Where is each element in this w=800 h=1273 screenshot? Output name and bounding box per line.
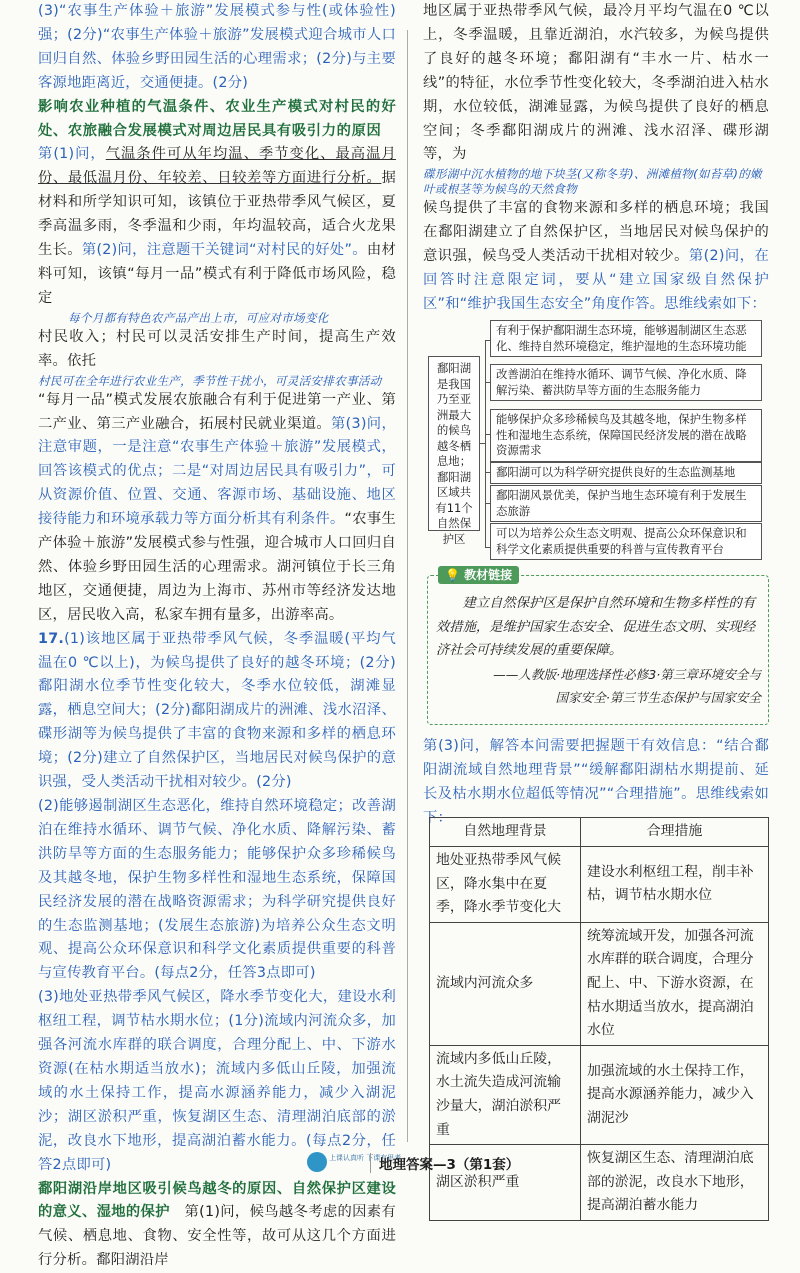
handwritten-note-2: 村民可在全年进行农业生产，季节性干扰小，可灵活安排农事活动 — [38, 374, 396, 389]
mind-map-spine — [485, 340, 486, 548]
table-cell: 流域内河流众多 — [430, 922, 581, 1045]
table-cell: 加强流域的水土保持工作，提高水源涵养能力，减少入湖泥沙 — [581, 1045, 769, 1144]
table-header-row — [430, 818, 769, 847]
analysis-paragraph-3: “每月一品”模式发展农旅融合有利于促进第一产业、第二产业、第三产业融合，拓展村民就业渠道。第(3)问，注意审题，一是注意“农事生产体验＋旅游”发展模式，回答该模式的优点；二是“对周边居民具有吸引力”，可从资源价值、位置、交通、客源市场、基础设施、地区接待能力和环境承载力等方面分析其有利条件。“农事生产体验＋旅游”发展模式参与性强，迎合城市人口回归自然、体验乡野田园生活的心理需求。湖河镇位于长三角地区，交通便捷，周边为上海市、苏州市等经济发达地区，居民收入高，私家车拥有量多，出游率高。 — [38, 389, 396, 628]
right-paragraph-3: 第(3)问，解答本问需要把握题干有效信息：“结合鄱阳湖流域自然地理背景”“缓解鄱阳湖枯水期提前、延长及枯水期水位超低等情况”“合理措施”。思维线索如下： — [423, 735, 769, 831]
analysis-heading-17: 鄱阳湖沿岸地区吸引候鸟越冬的原因、自然保护区建设的意义、湿地的保护 — [38, 1181, 396, 1221]
answer-paragraph-3: (3)“农事生产体验＋旅游”发展模式参与性(或体验性)强；(2分)“农事生产体验＋旅游”发展模式迎合城市人口回归自然、体验乡野田园生活的心理需求；(2分)与主要客源地距离近，交通便捷。(2分) — [38, 0, 396, 96]
page-footer — [0, 1150, 800, 1180]
handwritten-note-1: 每个月都有特色农产品产出上市，可应对市场变化 — [38, 311, 396, 326]
analysis-paragraph-2: 村民收入；村民可以灵活安排生产时间，提高生产效率。依托 — [38, 326, 396, 374]
table-cell: 地处亚热带季风气候区，降水集中在夏季，降水季节变化大 — [430, 847, 581, 923]
right-column — [423, 0, 769, 317]
textbook-source-line-1: ——人教版·地理选择性必修3·第三章环境安全与 — [436, 663, 761, 686]
brand-logo-text: 上课认真听 下课有思考 — [329, 1154, 401, 1162]
table-header: 合理措施 — [581, 818, 769, 847]
mind-map-node: 可以为培养公众生态文明观、提高公众环保意识和科学文化素质提供重要的科普与宣传教育平台 — [490, 523, 762, 560]
textbook-source-line-2: 国家安全·第三节生态保护与国家安全 — [436, 686, 761, 709]
analysis-paragraph-1: 影响农业种植的气温条件、农业生产模式对村民的好处、农旅融合发展模式对周边居民具有吸引力的原因 第(1)问，气温条件可从年均温、季节变化、最高温月份、最低温月份、年较差、日较差等方面进行分析。据材料和所学知识可知，该镇位于亚热带季风气候区，夏季高温多雨，冬季温和少雨，年均温较高，适合火龙果生长。第(2)问，注意题干关键词“对村民的好处”。由材料可知，该镇“每月一品”模式有利于降低市场风险，稳定 — [38, 96, 396, 311]
answer-17-part-3: (3)地处亚热带季风气候区，降水季节变化大，建设水利枢纽工程，调节枯水期水位；(1分)流域内河流众多，加强各河流水库群的联合调度，合理分配上、中、下游水资源(在枯水期适当放水)；流域内多低山丘陵，加强流域的水土保持工作，提高水源涵养能力，减少入湖泥沙；湖区淤积严重，恢复湖区生态、清理湖泊底部的淤泥，改良水下地形，提高湖泊蓄水能力。(每点2分，任答2点即可) — [38, 986, 396, 1177]
answer-17-part-2: (2)能够遏制湖区生态恶化，维持自然环境稳定；改善湖泊在维持水循环、调节气候、净化水质、降解污染、蓄洪防旱等方面的生态服务能力；能够保护众多珍稀候鸟及其越冬地，保护生物多样性和湿地生态系统，保障国民经济发展的潜在战略资源需求；为科学研究提供良好的生态监测基地；(发展生态旅游)为培养公众生态文明观、提高公众环保意识和科学文化素质提供重要的科普与宣传教育平台。(每点2分，任答3点即可) — [38, 795, 396, 986]
mind-map-node: 能够保护众多珍稀候鸟及其越冬地，保护生物多样性和湿地生态系统，保障国民经济发展的潜在战略资源需求 — [490, 409, 762, 462]
mind-map-node: 鄱阳湖风景优美，保护当地生态环境有利于发展生态旅游 — [490, 485, 762, 522]
table-row — [430, 1045, 769, 1144]
mind-map-node: 鄱阳湖可以为科学研究提供良好的生态监测基地 — [490, 462, 762, 484]
answer-17: 17.(1)该地区属于亚热带季风气候，冬季温暖(平均气温在0 ℃以上)，为候鸟提供了良好的越冬环境；(2分)鄱阳湖水位季节性变化较大，冬季水位较低，湖滩显露，栖息空间大；(2分)鄱阳湖成片的洲滩、浅水沼泽、碟形湖等为候鸟提供了丰富的食物来源和多样的栖息环境；(2分)建立了自然保护区，当地居民对候鸟保护的意识强，受人类活动干扰相对较少。(2分) — [38, 628, 396, 795]
handwritten-note-3: 碟形湖中沉水植物的地下块茎(又称冬芽)、洲滩植物(如苔草)的嫩叶或根茎等为候鸟的天然食物 — [423, 167, 769, 197]
question-number-17: 17. — [38, 631, 64, 647]
table-cell: 建设水利枢纽工程，削丰补枯，调节枯水期水位 — [581, 847, 769, 923]
mind-map-node: 有利于保护鄱阳湖生态环境，能够遏制湖区生态恶化、维持自然环境稳定，维护湿地的生态环境功能 — [490, 320, 762, 357]
analysis-paragraph-4: 鄱阳湖沿岸地区吸引候鸟越冬的原因、自然保护区建设的意义、湿地的保护 第(1)问，候鸟越冬考虑的因素有气候、栖息地、食物、安全性等，故可从这几个方面进行分析。鄱阳湖沿岸 — [38, 1178, 396, 1273]
mind-map — [428, 318, 770, 558]
mind-map-root: 鄱阳湖是我国乃至亚洲最大的候鸟越冬栖息地；鄱阳湖区域共有11个自然保护区 — [428, 356, 480, 531]
table-row — [430, 922, 769, 1045]
left-column — [38, 0, 396, 1273]
table-row — [430, 847, 769, 923]
table-cell: 统筹流域开发，加强各河流水库群的联合调度，合理分配上、中、下游水资源，在枯水期适当放水，提高湖泊水位 — [581, 922, 769, 1045]
page-number-label: 地理答案—3（第1套） — [370, 1153, 519, 1173]
table-cell: 湖区淤积严重 — [430, 1145, 581, 1221]
analysis-heading-16: 影响农业种植的气温条件、农业生产模式对村民的好处、农旅融合发展模式对周边居民具有吸引力的原因 — [38, 99, 396, 139]
table-header: 自然地理背景 — [430, 818, 581, 847]
table-cell: 恢复湖区生态、清理湖泊底部的淤泥，改良水下地形，提高湖泊蓄水能力 — [581, 1145, 769, 1221]
column-divider — [407, 30, 408, 1142]
right-paragraph-1: 地区属于亚热带季风气候，最冷月平均气温在0 ℃以上，冬季温暖，且靠近湖泊，水汽较多，为候鸟提供了良好的越冬环境；鄱阳湖有“丰水一片、枯水一线”的特征，水位季节性变化较大，冬季湖泊进入枯水期，水位较低，湖滩显露，为候鸟提供了良好的栖息空间；冬季鄱阳湖成片的洲滩、浅水沼泽、碟形湖等，为 — [423, 0, 769, 167]
textbook-link-title: 💡 教材链接 — [438, 566, 519, 584]
textbook-link-body: 建立自然保护区是保护自然环境和生物多样性的有效措施，是维护国家生态安全、促进生态文明、实现经济社会可持续发展的重要保障。 ——人教版·地理选择性必修3·第三章环境安全与 国家安全·第三节生态保护与国家安全 — [436, 592, 761, 709]
table-cell: 流域内多低山丘陵，水土流失造成河流输沙量大，湖泊淤积严重 — [430, 1045, 581, 1144]
textbook-link-box — [427, 575, 769, 725]
lightbulb-icon: 💡 — [445, 568, 460, 582]
right-paragraph-2: 候鸟提供了丰富的食物来源和多样的栖息环境；我国在鄱阳湖建立了自然保护区，当地居民对候鸟保护的意识强，候鸟受人类活动干扰相对较少。第(2)问，在回答时注意限定词，要从“建立国家级自然保护区”和“维护我国生态安全”角度作答。思维线索如下： — [423, 197, 769, 317]
mind-map-node: 改善湖泊在维持水循环、调节气候、净化水质、降解污染、蓄洪防旱等方面的生态服务能力 — [490, 364, 762, 401]
brand-logo-icon — [307, 1152, 327, 1172]
